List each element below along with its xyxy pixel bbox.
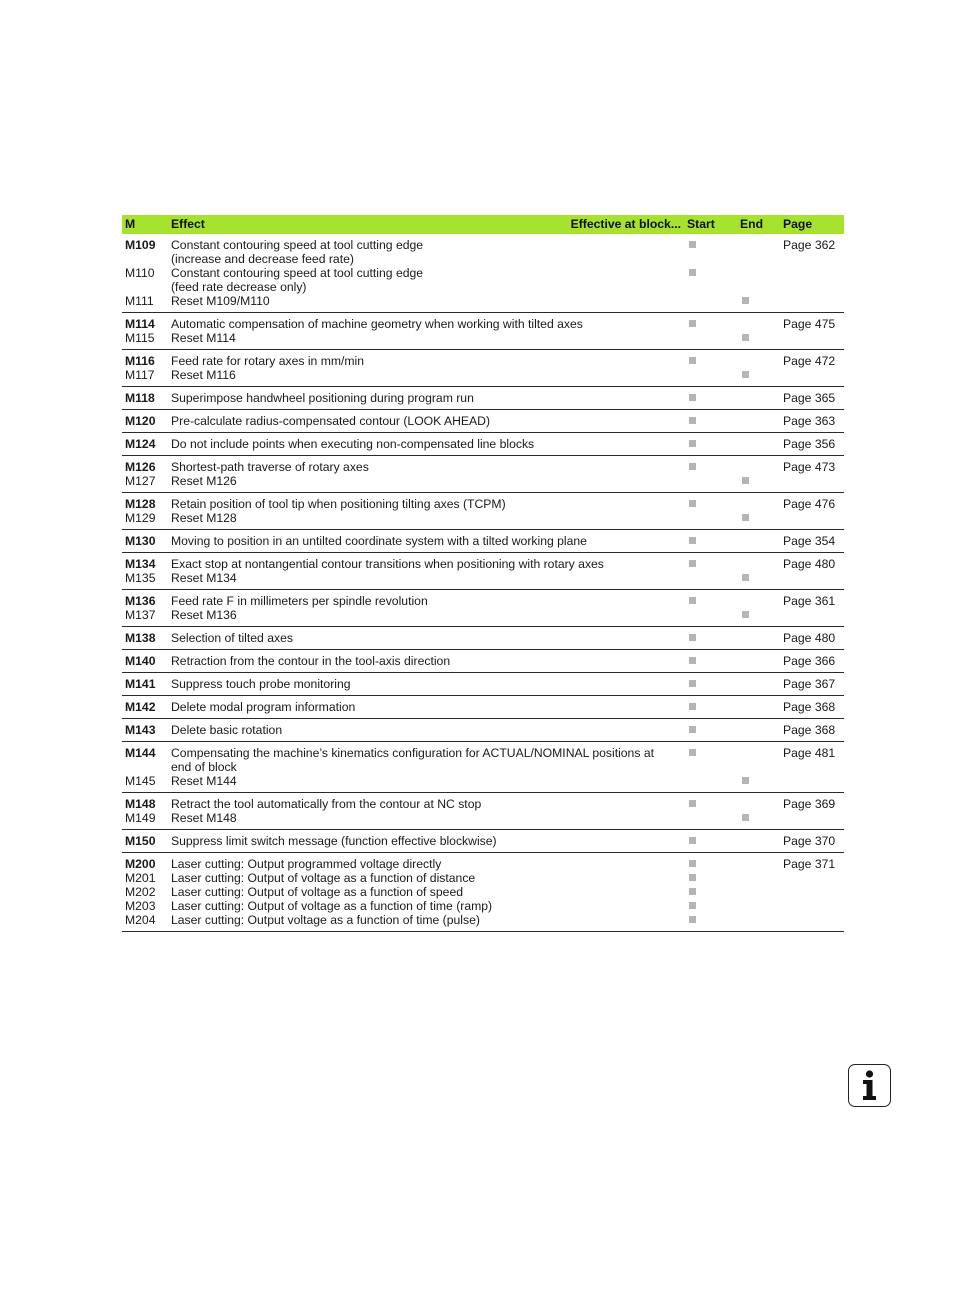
end-cell (737, 493, 780, 530)
table-body (122, 234, 844, 932)
effect-text: Retraction from the contour in the tool-axis direction (171, 654, 451, 668)
start-cell (684, 387, 737, 410)
start-marker-icon (689, 320, 696, 327)
m-code-cell (122, 350, 168, 387)
m-code-cell (122, 742, 168, 793)
effect-cell (168, 387, 684, 410)
m-code-cell (122, 410, 168, 433)
m-code: M127 (125, 474, 156, 488)
effect-cell (168, 433, 684, 456)
end-cell (737, 719, 780, 742)
effect-text: Suppress limit switch message (function effective blockwise) (171, 834, 497, 848)
effect-cell (168, 793, 684, 830)
effect-text: Superimpose handwheel positioning during program run (171, 391, 474, 405)
start-marker-icon (689, 726, 696, 733)
effect-text: Laser cutting: Output of voltage as a function of distance (171, 871, 476, 885)
page-reference: Page 366 (783, 654, 836, 668)
effect-cell (168, 456, 684, 493)
effect-cell (168, 590, 684, 627)
m-code: M141 (125, 677, 156, 691)
end-cell (737, 387, 780, 410)
table-row (122, 456, 844, 493)
start-cell (684, 313, 737, 350)
start-cell (684, 696, 737, 719)
end-marker-icon (742, 297, 749, 304)
start-cell (684, 456, 737, 493)
page-reference: Page 363 (783, 414, 836, 428)
table-row (122, 650, 844, 673)
end-marker-icon (742, 814, 749, 821)
m-code: M124 (125, 437, 156, 451)
start-marker-icon (689, 657, 696, 664)
table-row (122, 313, 844, 350)
effect-cell (168, 234, 684, 313)
start-marker-icon (689, 916, 696, 923)
end-marker-icon (742, 371, 749, 378)
m-code: M140 (125, 654, 156, 668)
effect-text: Selection of tilted axes (171, 631, 293, 645)
effect-text: Moving to position in an untilted coordinate system with a tilted working plane (171, 534, 587, 548)
start-marker-icon (689, 417, 696, 424)
effect-text: Delete basic rotation (171, 723, 283, 737)
effect-text: Laser cutting: Output programmed voltage directly (171, 857, 442, 871)
page-reference: Page 371 (783, 857, 836, 871)
m-code-cell (122, 590, 168, 627)
page-cell (780, 456, 844, 493)
start-marker-icon (689, 837, 696, 844)
start-marker-icon (689, 440, 696, 447)
page-cell (780, 433, 844, 456)
effect-text: Constant contouring speed at tool cutting edge (171, 238, 424, 252)
start-marker-icon (689, 560, 696, 567)
table-row (122, 530, 844, 553)
start-cell (684, 530, 737, 553)
m-code: M145 (125, 774, 156, 788)
page-reference: Page 354 (783, 534, 836, 548)
m-code: M128 (125, 497, 156, 511)
start-cell (684, 350, 737, 387)
end-cell (737, 553, 780, 590)
page-cell (780, 387, 844, 410)
start-marker-icon (689, 902, 696, 909)
start-marker-icon (689, 888, 696, 895)
header-start: Start (684, 215, 737, 234)
start-marker-icon (689, 241, 696, 248)
table-row (122, 627, 844, 650)
m-code-cell (122, 456, 168, 493)
start-cell (684, 719, 737, 742)
effect-text: Reset M128 (171, 511, 237, 525)
table-row (122, 433, 844, 456)
effect-text: Exact stop at nontangential contour transitions when positioning with rotary axes (171, 557, 604, 571)
effect-text: Do not include points when executing non-compensated line blocks (171, 437, 535, 451)
page-reference: Page 356 (783, 437, 836, 451)
header-end: End (737, 215, 780, 234)
page-cell (780, 830, 844, 853)
header-effective-at-block: Effective at block... (570, 217, 681, 231)
effect-text: Feed rate F in millimeters per spindle revolution (171, 594, 428, 608)
effect-text: Laser cutting: Output voltage as a function of time (pulse) (171, 913, 480, 927)
page-reference: Page 369 (783, 797, 836, 811)
page-cell (780, 493, 844, 530)
effect-text: (increase and decrease feed rate) (171, 252, 354, 266)
effect-text: Laser cutting: Output of voltage as a function of speed (171, 885, 464, 899)
start-marker-icon (689, 860, 696, 867)
end-marker-icon (742, 477, 749, 484)
header-effect-cell (168, 215, 684, 234)
m-code: M116 (125, 354, 155, 368)
start-marker-icon (689, 463, 696, 470)
start-cell (684, 830, 737, 853)
m-code: M126 (125, 460, 156, 474)
page-reference: Page 370 (783, 834, 836, 848)
m-code: M143 (125, 723, 156, 737)
m-code-cell (122, 719, 168, 742)
m-code-cell (122, 433, 168, 456)
m-code: M129 (125, 511, 156, 525)
start-marker-icon (689, 500, 696, 507)
m-code: M137 (125, 608, 156, 622)
effect-text: Feed rate for rotary axes in mm/min (171, 354, 365, 368)
effect-cell (168, 719, 684, 742)
start-marker-icon (689, 874, 696, 881)
table-row (122, 719, 844, 742)
page-cell (780, 313, 844, 350)
m-code: M204 (125, 913, 156, 927)
effect-cell (168, 350, 684, 387)
table-row (122, 742, 844, 793)
effect-text: Automatic compensation of machine geometry when working with tilted axes (171, 317, 583, 331)
end-cell (737, 456, 780, 493)
m-code: M201 (125, 871, 156, 885)
page-cell (780, 350, 844, 387)
m-code: M142 (125, 700, 156, 714)
end-cell (737, 410, 780, 433)
start-cell (684, 590, 737, 627)
page-cell (780, 673, 844, 696)
start-cell (684, 793, 737, 830)
m-code: M136 (125, 594, 156, 608)
m-code: M109 (125, 238, 156, 252)
effect-text: Retract the tool automatically from the contour at NC stop (171, 797, 482, 811)
end-cell (737, 793, 780, 830)
m-code-cell (122, 650, 168, 673)
m-code-cell (122, 793, 168, 830)
page-reference: Page 367 (783, 677, 836, 691)
start-cell (684, 673, 737, 696)
effect-cell (168, 313, 684, 350)
effect-text: end of block (171, 760, 237, 774)
effect-text: Reset M116 (171, 368, 236, 382)
m-code-cell (122, 387, 168, 410)
m-code: M117 (125, 368, 155, 382)
page-cell (780, 742, 844, 793)
start-marker-icon (689, 634, 696, 641)
m-code-cell (122, 830, 168, 853)
effect-text: Retain position of tool tip when positioning tilting axes (TCPM) (171, 497, 506, 511)
m-code: M148 (125, 797, 156, 811)
start-cell (684, 853, 737, 932)
m-code: M118 (125, 391, 155, 405)
effect-text: Laser cutting: Output of voltage as a function of time (ramp) (171, 899, 493, 913)
end-cell (737, 350, 780, 387)
effect-text: Compensating the machine’s kinematics configuration for ACTUAL/NOMINAL positions at (171, 746, 654, 760)
start-marker-icon (689, 749, 696, 756)
page-reference: Page 476 (783, 497, 836, 511)
page-reference: Page 368 (783, 723, 836, 737)
end-cell (737, 313, 780, 350)
page-reference: Page 361 (783, 594, 836, 608)
m-code-cell (122, 553, 168, 590)
effect-cell (168, 627, 684, 650)
effect-cell (168, 553, 684, 590)
end-cell (737, 590, 780, 627)
effect-text: (feed rate decrease only) (171, 280, 307, 294)
page-cell (780, 627, 844, 650)
start-cell (684, 627, 737, 650)
effect-text: Reset M126 (171, 474, 237, 488)
effect-cell (168, 830, 684, 853)
effect-text: Suppress touch probe monitoring (171, 677, 351, 691)
m-code: M202 (125, 885, 156, 899)
page-cell (780, 719, 844, 742)
m-code-cell (122, 493, 168, 530)
page-cell (780, 793, 844, 830)
table-row (122, 590, 844, 627)
effect-cell (168, 673, 684, 696)
effect-cell (168, 853, 684, 932)
effect-cell (168, 530, 684, 553)
page-cell (780, 590, 844, 627)
page-cell (780, 650, 844, 673)
end-marker-icon (742, 334, 749, 341)
table-row (122, 553, 844, 590)
table-row (122, 493, 844, 530)
start-cell (684, 433, 737, 456)
m-function-table (122, 215, 844, 932)
end-marker-icon (742, 514, 749, 521)
page-cell (780, 853, 844, 932)
end-cell (737, 627, 780, 650)
page-reference: Page 472 (783, 354, 836, 368)
m-code: M115 (125, 331, 155, 345)
effect-text: Reset M134 (171, 571, 237, 585)
m-code-cell (122, 313, 168, 350)
table-row (122, 410, 844, 433)
effect-text: Constant contouring speed at tool cutting edge (171, 266, 424, 280)
m-code-cell (122, 696, 168, 719)
page-reference: Page 475 (783, 317, 836, 331)
header-page: Page (780, 215, 844, 234)
end-cell (737, 742, 780, 793)
start-marker-icon (689, 597, 696, 604)
start-marker-icon (689, 800, 696, 807)
info-icon (848, 1064, 891, 1107)
effect-cell (168, 493, 684, 530)
end-cell (737, 673, 780, 696)
m-code: M110 (125, 266, 155, 280)
start-marker-icon (689, 680, 696, 687)
effect-text: Reset M136 (171, 608, 237, 622)
page-reference: Page 362 (783, 238, 836, 252)
end-cell (737, 433, 780, 456)
effect-text: Reset M114 (171, 331, 236, 345)
m-code: M149 (125, 811, 156, 825)
page-cell (780, 234, 844, 313)
page-reference: Page 481 (783, 746, 836, 760)
table-row (122, 673, 844, 696)
table-row (122, 830, 844, 853)
m-code: M130 (125, 534, 156, 548)
start-marker-icon (689, 537, 696, 544)
header-m: M (122, 215, 168, 234)
start-cell (684, 493, 737, 530)
table-row (122, 234, 844, 313)
page-reference: Page 368 (783, 700, 836, 714)
start-marker-icon (689, 703, 696, 710)
m-code: M138 (125, 631, 156, 645)
m-code: M134 (125, 557, 156, 571)
m-code-cell (122, 234, 168, 313)
start-cell (684, 234, 737, 313)
m-code: M203 (125, 899, 156, 913)
start-cell (684, 410, 737, 433)
end-cell (737, 853, 780, 932)
effect-text: Shortest-path traverse of rotary axes (171, 460, 369, 474)
m-code: M150 (125, 834, 156, 848)
m-code-cell (122, 853, 168, 932)
table-row (122, 387, 844, 410)
m-code: M111 (125, 294, 154, 308)
effect-cell (168, 696, 684, 719)
effect-text: Reset M109/M110 (171, 294, 270, 308)
page-reference: Page 365 (783, 391, 836, 405)
effect-cell (168, 410, 684, 433)
start-cell (684, 742, 737, 793)
m-code: M144 (125, 746, 156, 760)
page-reference: Page 480 (783, 557, 836, 571)
effect-text: Reset M148 (171, 811, 237, 825)
table-row (122, 853, 844, 932)
end-cell (737, 234, 780, 313)
page-cell (780, 530, 844, 553)
start-marker-icon (689, 394, 696, 401)
end-cell (737, 530, 780, 553)
header-effect: Effect (171, 217, 205, 231)
m-code: M120 (125, 414, 156, 428)
m-code: M135 (125, 571, 156, 585)
effect-text: Pre-calculate radius-compensated contour (LOOK AHEAD) (171, 414, 491, 428)
end-cell (737, 696, 780, 719)
m-code-cell (122, 530, 168, 553)
m-code-cell (122, 673, 168, 696)
start-marker-icon (689, 357, 696, 364)
table-row (122, 350, 844, 387)
m-code: M200 (125, 857, 156, 871)
m-code-cell (122, 627, 168, 650)
effect-text: Reset M144 (171, 774, 237, 788)
page-reference: Page 480 (783, 631, 836, 645)
table-row (122, 793, 844, 830)
start-marker-icon (689, 269, 696, 276)
effect-cell (168, 650, 684, 673)
page-cell (780, 410, 844, 433)
end-marker-icon (742, 777, 749, 784)
table-header-row (122, 215, 844, 234)
end-marker-icon (742, 574, 749, 581)
page-reference: Page 473 (783, 460, 836, 474)
page-cell (780, 553, 844, 590)
effect-text: Delete modal program information (171, 700, 356, 714)
page-cell (780, 696, 844, 719)
start-cell (684, 650, 737, 673)
effect-cell (168, 742, 684, 793)
end-cell (737, 830, 780, 853)
end-cell (737, 650, 780, 673)
end-marker-icon (742, 611, 749, 618)
table-row (122, 696, 844, 719)
start-cell (684, 553, 737, 590)
m-code: M114 (125, 317, 155, 331)
